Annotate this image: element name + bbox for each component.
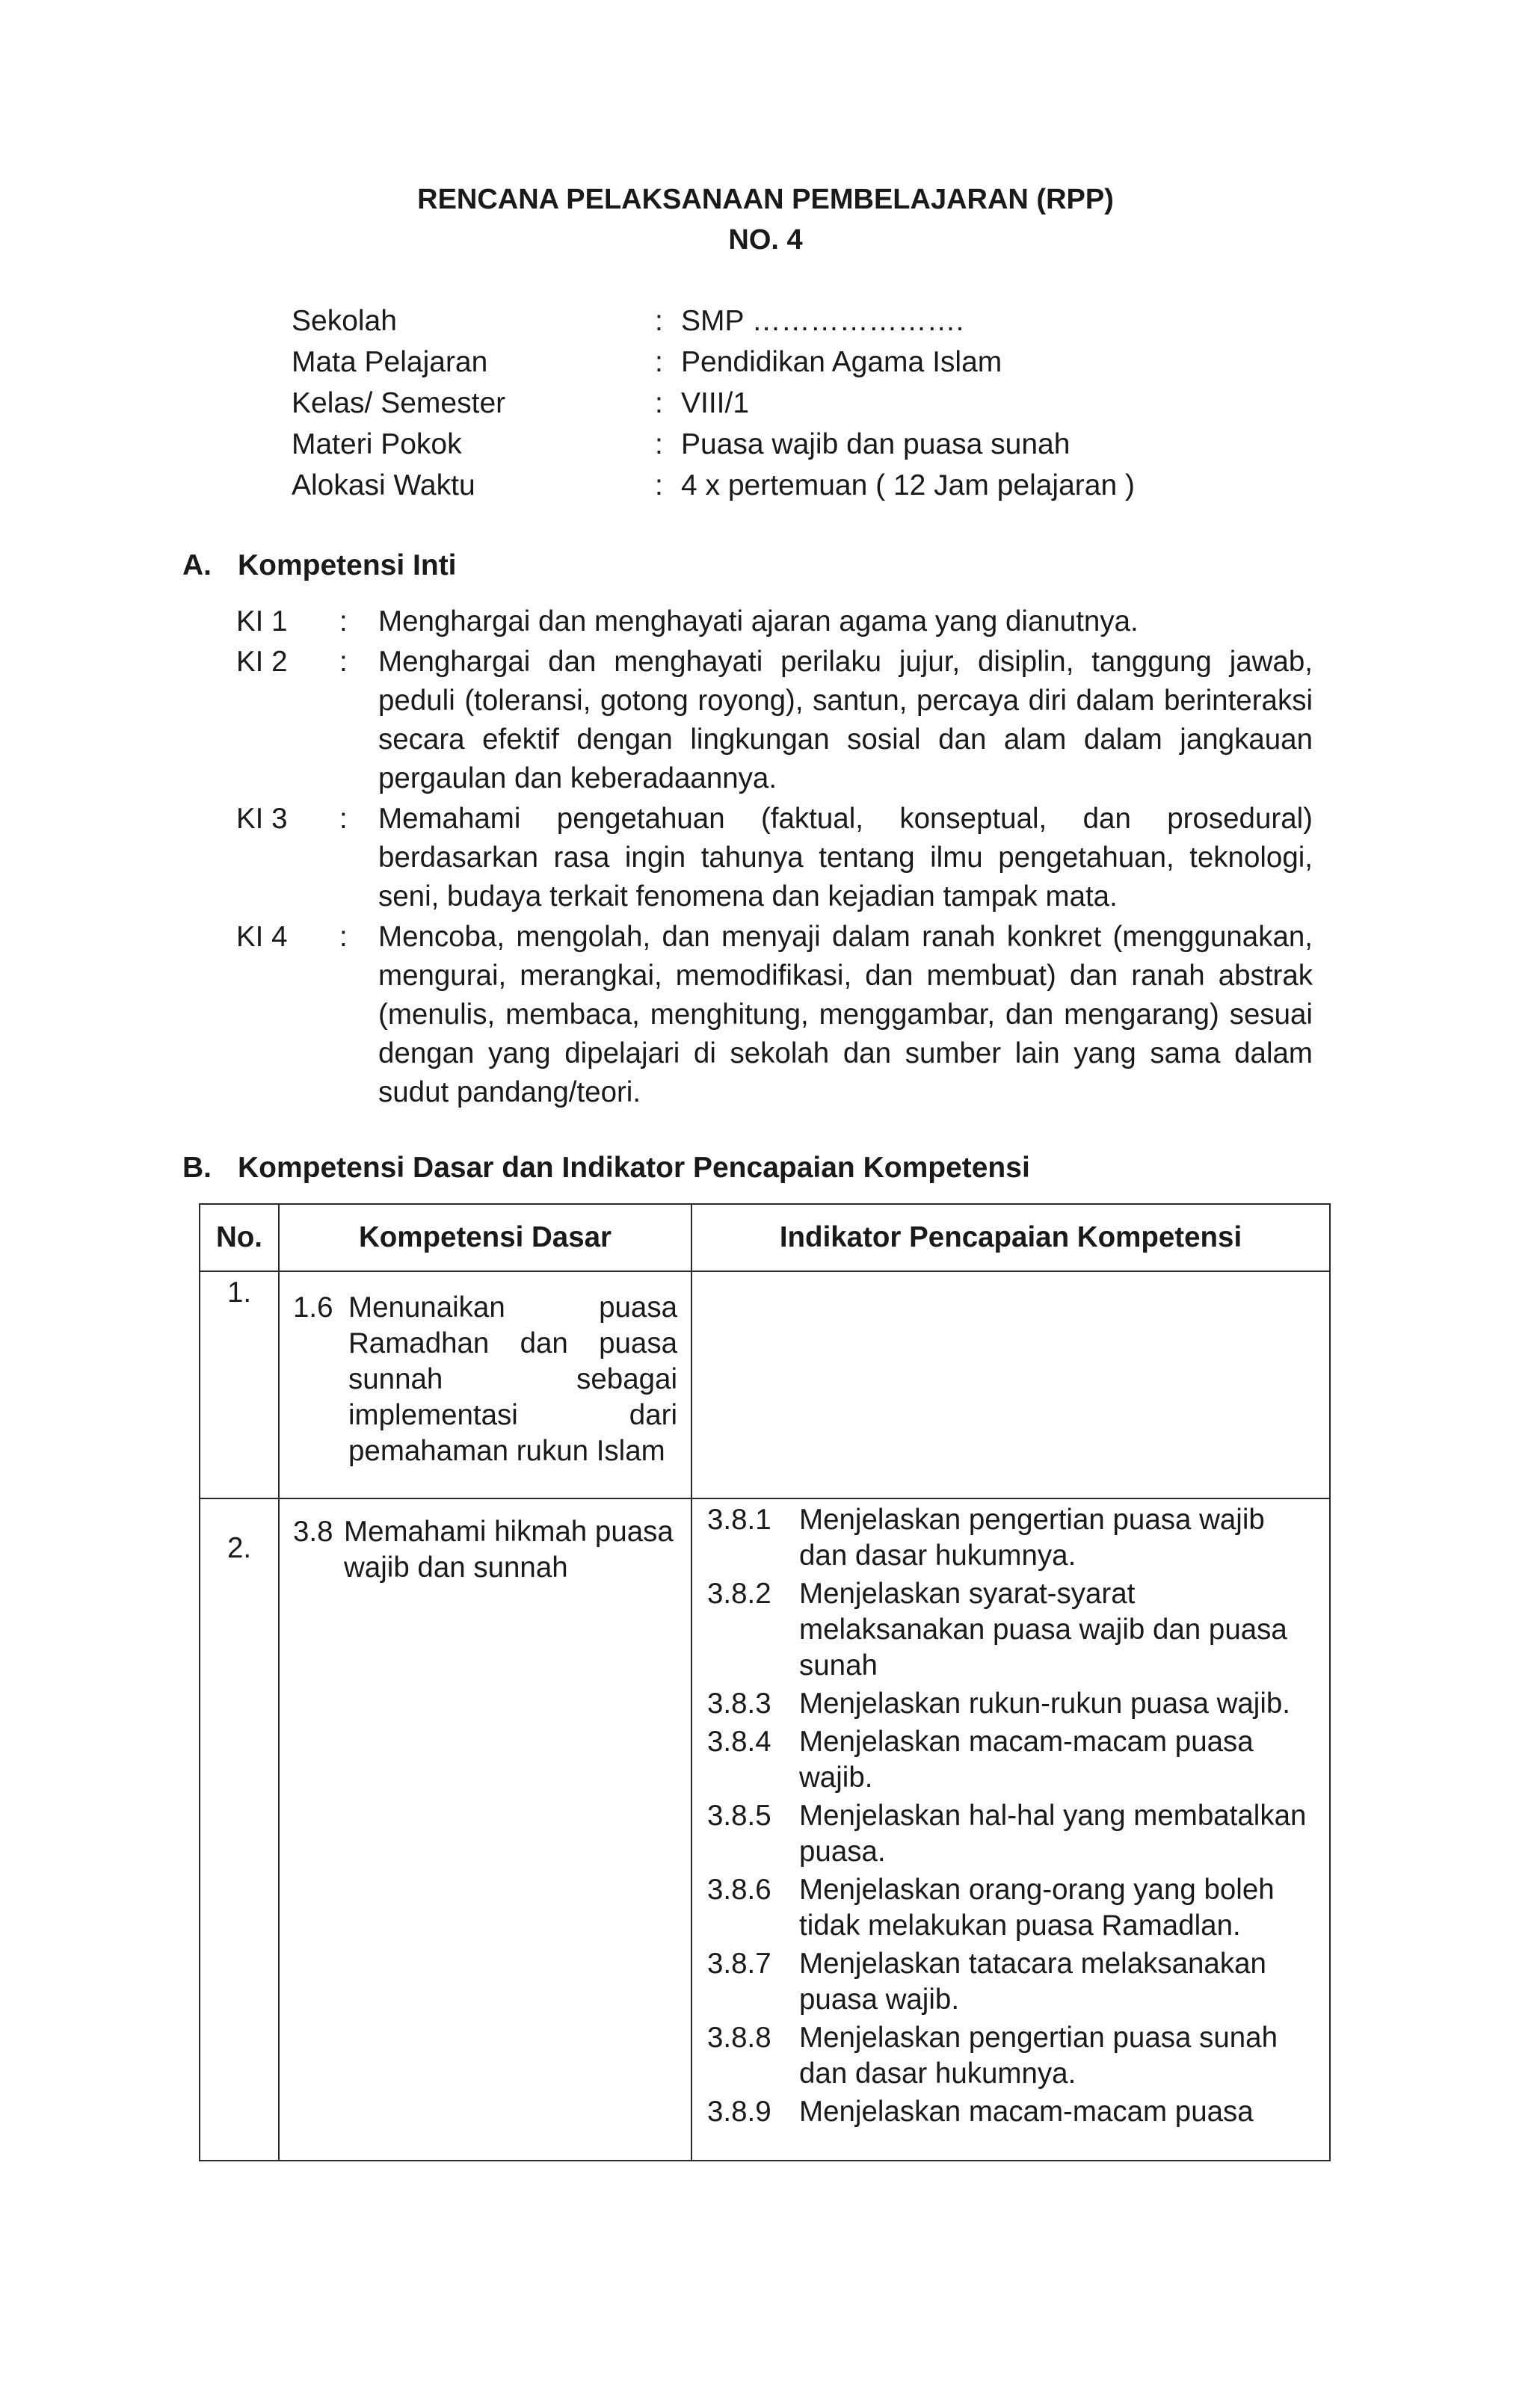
identity-label: Kelas/ Semester xyxy=(292,387,506,419)
table-row xyxy=(200,1498,1330,2161)
indicator-item xyxy=(707,1502,1314,1574)
ki-colon: : xyxy=(339,803,348,835)
identity-row-sekolah xyxy=(292,300,1263,342)
identity-colon: : xyxy=(655,469,663,501)
ki-text: Menghargai dan menghayati ajaran agama yang dianutnya. xyxy=(378,605,1139,637)
kd-item xyxy=(280,1272,691,1469)
kd-code: 1.6 xyxy=(293,1291,333,1324)
identity-row-materi-pokok xyxy=(292,424,1263,465)
kd-text: Memahami hikmah puasa wajib dan sunnah xyxy=(344,1516,674,1584)
indicator-text: Menjelaskan macam-macam puasa xyxy=(799,2096,1254,2128)
indicator-text: Menjelaskan orang-orang yang boleh tidak melakukan puasa Ramadlan. xyxy=(799,1874,1275,1942)
identity-colon: : xyxy=(655,428,663,460)
indicator-text: Menjelaskan pengertian puasa sunah dan dasar hukumnya. xyxy=(799,2022,1278,2090)
row-number-cell xyxy=(200,1271,279,1498)
ipk-cell-empty xyxy=(691,1271,1330,1498)
indicator-item xyxy=(707,2020,1314,2092)
ki-label: KI 3 xyxy=(236,803,288,835)
indicator-text: Menjelaskan syarat-syarat melaksanakan puasa wajib dan puasa sunah xyxy=(799,1578,1287,1682)
indicator-code: 3.8.8 xyxy=(707,2022,771,2054)
indicator-text: Menjelaskan macam-macam puasa wajib. xyxy=(799,1726,1254,1794)
section-a-letter: A. xyxy=(182,549,212,581)
identity-colon: : xyxy=(655,305,663,337)
kompetensi-inti-list xyxy=(236,602,1313,1114)
identity-label: Sekolah xyxy=(292,305,397,337)
section-b-letter: B. xyxy=(182,1152,212,1184)
section-a-title: Kompetensi Inti xyxy=(238,549,457,581)
section-b-title: Kompetensi Dasar dan Indikator Pencapaian Kompetensi xyxy=(238,1152,1030,1184)
identity-label: Mata Pelajaran xyxy=(292,346,488,378)
indicator-text: Menjelaskan hal-hal yang membatalkan puasa. xyxy=(799,1800,1307,1868)
indicator-code: 3.8.1 xyxy=(707,1504,771,1536)
kd-code: 3.8 xyxy=(293,1516,333,1548)
identity-row-mata-pelajaran xyxy=(292,342,1263,383)
indicator-code: 3.8.6 xyxy=(707,1874,771,1906)
ki-colon: : xyxy=(339,605,348,637)
indicator-text: Menjelaskan rukun-rukun puasa wajib. xyxy=(799,1688,1291,1720)
ki-text: Menghargai dan menghayati perilaku jujur, disiplin, tanggung jawab, peduli (toleransi, gotong royong), santun, percaya diri dalam berinteraksi secara efektif dengan lingkungan sosial dan alam dalam jangkauan pergaulan dan keberadaannya. xyxy=(378,646,1313,794)
identity-colon: : xyxy=(655,346,663,378)
identity-colon: : xyxy=(655,387,663,419)
table-header-row xyxy=(200,1204,1330,1271)
identity-value: VIII/1 xyxy=(681,387,750,419)
ki-text: Memahami pengetahuan (faktual, konseptual, dan prosedural) berdasarkan rasa ingin tahunya tentang ilmu pengetahuan, teknologi, seni, budaya terkait fenomena dan kejadian tampak mata. xyxy=(378,803,1313,913)
section-b-heading xyxy=(182,1148,1030,1188)
indicator-code: 3.8.2 xyxy=(707,1578,771,1610)
indicator-item xyxy=(707,1724,1314,1796)
ki-item xyxy=(236,918,1313,1112)
indicator-item xyxy=(707,1946,1314,2018)
document-title: RENCANA PELAKSANAAN PEMBELAJARAN (RPP) xyxy=(417,184,1114,215)
table-row xyxy=(200,1271,1330,1498)
indicator-item xyxy=(707,1798,1314,1870)
kd-text: Menunaikan puasa Ramadhan dan puasa sunnah sebagai implementasi dari pemahaman rukun Islam xyxy=(348,1291,677,1467)
header-kompetensi-dasar: Kompetensi Dasar xyxy=(279,1204,691,1271)
indicator-text: Menjelaskan pengertian puasa wajib dan dasar hukumnya. xyxy=(799,1504,1265,1572)
ki-label: KI 2 xyxy=(236,646,288,678)
identity-value: 4 x pertemuan ( 12 Jam pelajaran ) xyxy=(681,469,1135,501)
indicator-item xyxy=(707,2094,1314,2130)
identity-value: SMP …………………. xyxy=(681,305,964,337)
row-number: 1. xyxy=(227,1276,252,1309)
header-no: No. xyxy=(200,1204,279,1271)
document-number: NO. 4 xyxy=(728,224,803,256)
identity-value: Pendidikan Agama Islam xyxy=(681,346,1002,378)
ki-label: KI 1 xyxy=(236,605,288,637)
ipk-cell xyxy=(691,1498,1330,2161)
ki-colon: : xyxy=(339,646,348,678)
ki-item xyxy=(236,602,1313,641)
indicator-code: 3.8.9 xyxy=(707,2096,771,2128)
kd-cell xyxy=(279,1498,691,2161)
ki-colon: : xyxy=(339,921,348,953)
ki-label: KI 4 xyxy=(236,921,288,953)
indicator-text: Menjelaskan tatacara melaksanakan puasa wajib. xyxy=(799,1948,1266,2016)
indicator-item xyxy=(707,1872,1314,1944)
indicator-code: 3.8.4 xyxy=(707,1726,771,1758)
identity-row-alokasi-waktu xyxy=(292,465,1263,506)
ki-text: Mencoba, mengolah, dan menyaji dalam ranah konkret (menggunakan, mengurai, merangkai, memodifikasi, dan membuat) dan ranah abstrak (menulis, membaca, menghitung, menggambar, dan mengarang) sesuai dengan yang dipelajari di sekolah dan sumber lain yang sama dalam sudut pandang/teori. xyxy=(378,921,1313,1108)
identity-row-kelas-semester xyxy=(292,383,1263,424)
indicator-list xyxy=(692,1499,1329,2130)
indicator-item xyxy=(707,1576,1314,1684)
identity-label: Alokasi Waktu xyxy=(292,469,475,501)
header-indikator: Indikator Pencapaian Kompetensi xyxy=(691,1204,1330,1271)
row-number: 2. xyxy=(227,1532,252,1564)
indicator-item xyxy=(707,1686,1314,1722)
row-number-cell xyxy=(200,1498,279,2161)
identity-value: Puasa wajib dan puasa sunah xyxy=(681,428,1071,460)
kd-cell xyxy=(279,1271,691,1498)
identity-label: Materi Pokok xyxy=(292,428,462,460)
identity-block xyxy=(292,300,1263,506)
ki-item xyxy=(236,643,1313,798)
indicator-code: 3.8.5 xyxy=(707,1800,771,1832)
indicator-code: 3.8.7 xyxy=(707,1948,771,1980)
kd-item xyxy=(280,1499,691,1586)
indicator-code: 3.8.3 xyxy=(707,1688,771,1720)
kompetensi-table xyxy=(199,1203,1331,2161)
section-a-heading xyxy=(182,546,457,586)
ki-item xyxy=(236,800,1313,916)
